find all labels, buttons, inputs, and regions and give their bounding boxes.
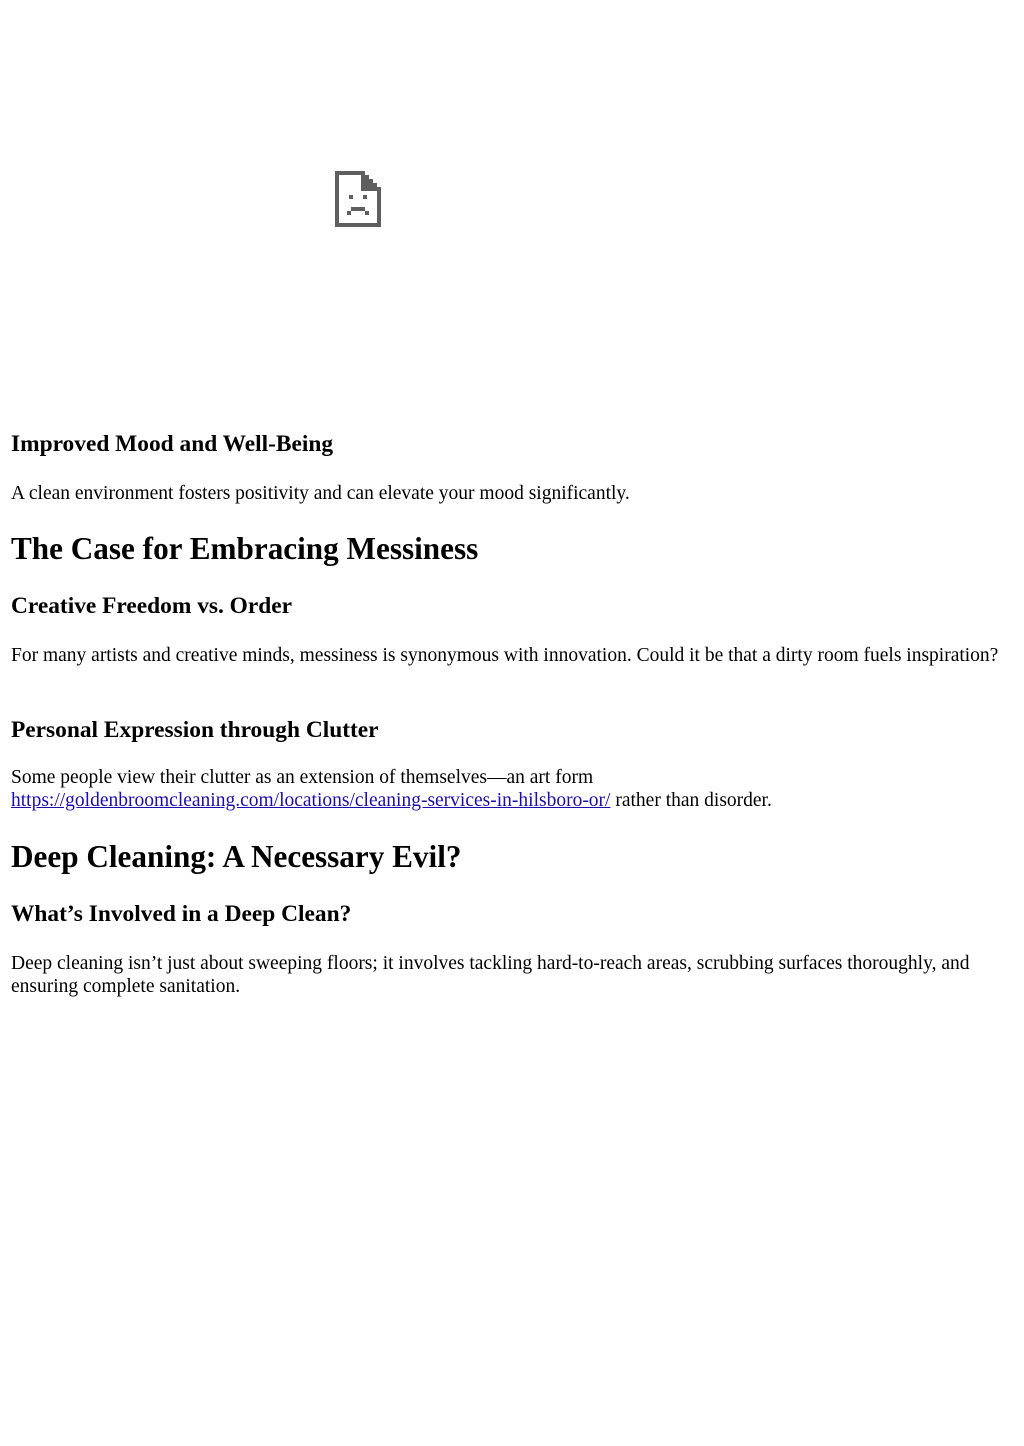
section-heading-mood: Improved Mood and Well-Being: [11, 431, 334, 457]
paragraph-expression-text: Some people view their clutter as an extension of themselves—an art form: [11, 767, 594, 788]
paragraph-expression: [11, 766, 1001, 813]
section-heading-expression: Personal Expression through Clutter: [11, 717, 379, 743]
broken-image-icon: [335, 171, 383, 227]
section-heading-messiness: The Case for Embracing Messiness: [11, 531, 479, 566]
paragraph-involved: Deep cleaning isn’t just about sweeping floors; it involves tackling hard-to-reach areas, scrubbing surfaces thoroughly, and ensuring complete sanitation.: [11, 953, 970, 998]
paragraph-creative: For many artists and creative minds, messiness is synonymous with innovation. Could it be that a dirty room fuels inspiration?: [11, 645, 999, 666]
section-heading-involved: What’s Involved in a Deep Clean?: [11, 901, 352, 927]
cleaning-services-link[interactable]: https://goldenbroomcleaning.com/locations/cleaning-services-in-hilsboro-or/: [11, 790, 611, 812]
paragraph-expression-text-end: rather than disorder.: [610, 790, 772, 812]
section-heading-creative: Creative Freedom vs. Order: [11, 593, 293, 619]
paragraph-mood: A clean environment fosters positivity and can elevate your mood significantly.: [11, 483, 630, 504]
section-heading-deep-cleaning: Deep Cleaning: A Necessary Evil?: [11, 839, 462, 874]
